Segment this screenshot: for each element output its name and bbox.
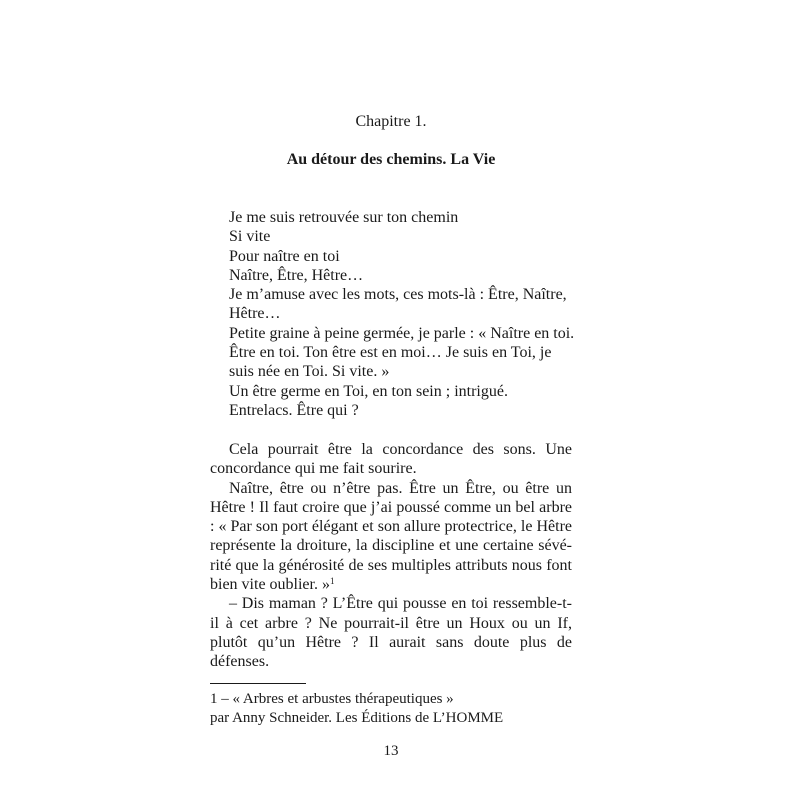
footnote-line: 1 – « Arbres et arbustes thérapeutiques » — [210, 691, 454, 707]
poem-line: Hêtre… — [229, 305, 281, 323]
paragraph — [210, 440, 572, 479]
paragraph-text: – Dis maman ? L’Être qui pousse en toi ressemble-t-il à cet arbre ? Ne pourrait-il être un Houx ou un If, plutôt qu’un Hêtre ? Il aurait sans doute plus de défenses. — [210, 595, 572, 671]
footnote-divider — [210, 683, 306, 684]
footnote-line: par Anny Schneider. Les Éditions de L’HOMME — [210, 710, 504, 726]
poem-line: Je m’amuse avec les mots, ces mots-là : Être, Naître, — [229, 286, 567, 304]
poem-line: Petite graine à peine germée, je parle : « Naître en toi. — [229, 324, 575, 342]
poem-line: Entrelacs. Être qui ? — [229, 401, 359, 419]
poem-line: Un être germe en Toi, en ton sein ; intrigué. — [229, 382, 508, 400]
poem-line: suis née en Toi. Si vite. » — [229, 363, 390, 381]
poem-line: Être en toi. Ton être est en moi… Je suis en Toi, je — [229, 344, 552, 362]
footnote — [210, 690, 590, 728]
paragraph-text: Naître, être ou n’être pas. Être un Être, ou être un Hêtre ! Il faut croire que j’ai poussé comme un bel arbre : « Par son port élégant et son allure protectrice, le Hêtre représente la droiture, la discipline et une certaine sévérité que la générosité de ses multiples attributs nous font bien vite oublier. » — [210, 479, 572, 594]
page-number: 13 — [383, 743, 399, 759]
prose-block — [210, 440, 572, 672]
poem-line: Pour naître en toi — [229, 247, 340, 265]
paragraph-text: Cela pourrait être la concordance des sons. Une concordance qui me fait sourire. — [210, 441, 572, 478]
poem-line: Je me suis retrouvée sur ton chemin — [229, 209, 459, 226]
footnote-reference: 1 — [329, 576, 335, 587]
poem-line: Naître, Être, Hêtre… — [229, 266, 364, 284]
chapter-title: Au détour des chemins. La Vie — [286, 151, 496, 168]
paragraph — [210, 594, 572, 671]
paragraph — [210, 479, 572, 595]
poem-line: Si vite — [229, 228, 271, 246]
chapter-label: Chapitre 1. — [355, 113, 427, 130]
poem-block — [229, 208, 575, 420]
